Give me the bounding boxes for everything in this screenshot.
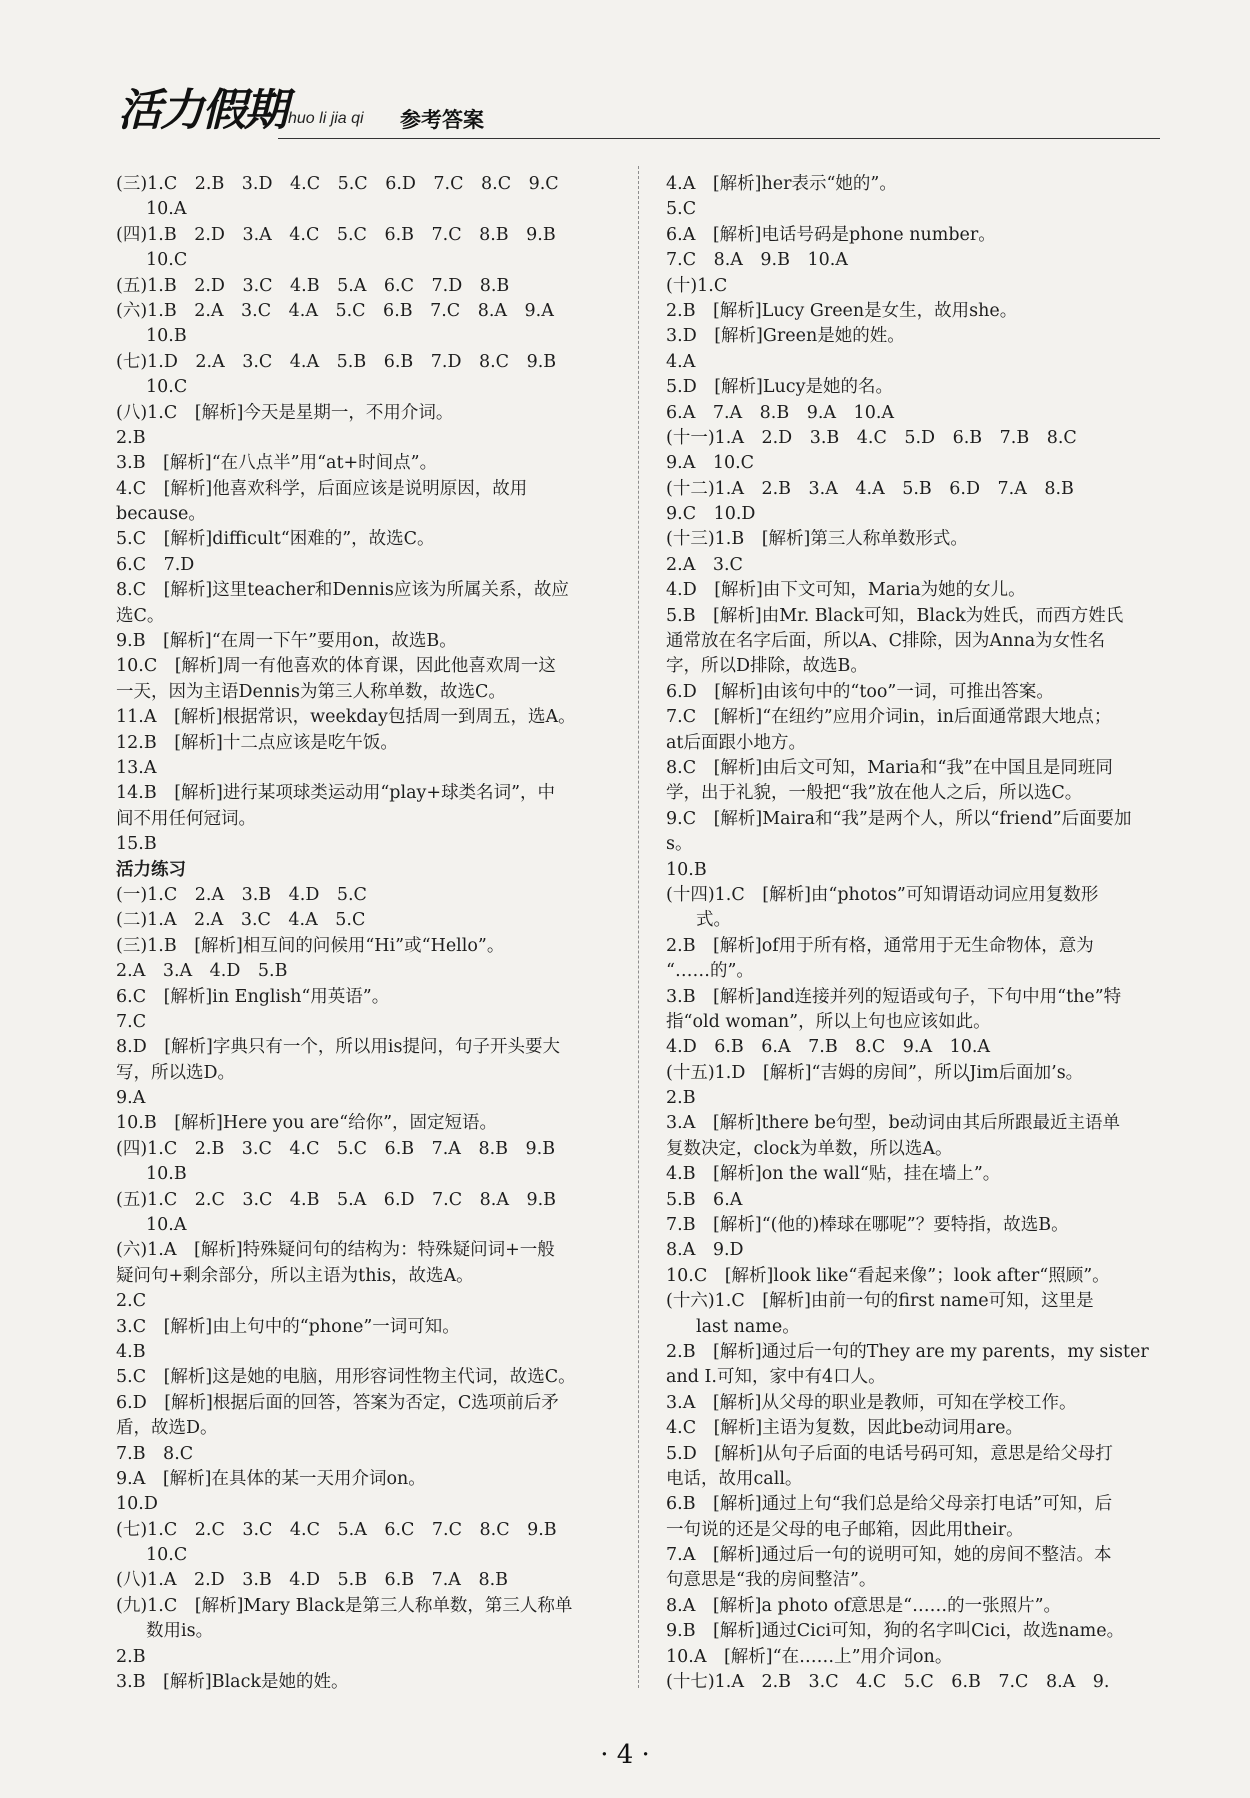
answer-line: (七)1.D 2.A 3.C 4.A 5.B 6.B 7.D 8.C 9.B	[116, 351, 557, 372]
answer-line: 选C。	[116, 605, 165, 626]
answer-line: 5.C [解析]这是她的电脑，用形容词性物主代词，故选C。	[116, 1367, 576, 1388]
answer-line: 5.C [解析]difficult“困难的”，故选C。	[116, 529, 435, 550]
answer-line: 间不用任何冠词。	[116, 808, 256, 829]
answer-line: 5.D [解析]从句子后面的电话号码可知，意思是给父母打	[666, 1443, 1113, 1464]
answer-line: 10.C [解析]look like“看起来像”；look after“照顾”。	[666, 1265, 1110, 1286]
answer-line: 10.C [解析]周一有他喜欢的体育课，因此他喜欢周一这	[116, 656, 556, 677]
answer-line: 6.D [解析]由该句中的“too”一词，可推出答案。	[666, 681, 1054, 702]
answer-line: 10.B	[146, 326, 187, 347]
answer-line: (十五)1.D [解析]“吉姆的房间”，所以Jim后面加’s。	[666, 1062, 1084, 1083]
answer-line: (六)1.B 2.A 3.C 4.A 5.C 6.B 7.C 8.A 9.A	[116, 300, 554, 321]
section-heading: 活力练习	[116, 859, 186, 880]
answer-line: 电话，故用call。	[666, 1468, 803, 1489]
answer-line: (六)1.A [解析]特殊疑问句的结构为：特殊疑问词+一般	[116, 1240, 555, 1261]
answer-line: 6.B [解析]通过上句“我们总是给父母亲打电话”可知，后	[666, 1494, 1113, 1515]
answer-line: 6.A 7.A 8.B 9.A 10.A	[666, 402, 895, 423]
brand-logo: 活力假期	[118, 85, 286, 136]
answer-line: 7.B 8.C	[116, 1443, 194, 1464]
answer-line: 学，出于礼貌，一般把“我”放在他人之后，所以选C。	[666, 783, 1083, 804]
answer-line: (十七)1.A 2.B 3.C 4.C 5.C 6.B 7.C 8.A 9.	[666, 1672, 1110, 1693]
answer-line: “……的”。	[666, 961, 754, 982]
answer-line: 4.B [解析]on the wall“贴，挂在墙上”。	[666, 1164, 1001, 1185]
answer-line: 疑问句+剩余部分，所以主语为this，故选A。	[116, 1265, 474, 1286]
answer-line: (四)1.B 2.D 3.A 4.C 5.C 6.B 7.C 8.B 9.B	[116, 224, 556, 245]
answer-line: 10.A	[146, 199, 187, 220]
answer-line: 9.B [解析]“在周一下午”要用on，故选B。	[116, 631, 457, 652]
answer-line: 15.B	[116, 834, 157, 855]
answer-line: 3.B [解析]“在八点半”用“at+时间点”。	[116, 453, 438, 474]
right-column	[666, 172, 1174, 1695]
answer-line: 一天，因为主语Dennis为第三人称单数，故选C。	[116, 681, 506, 702]
answer-line: 2.A 3.A 4.D 5.B	[116, 961, 288, 982]
answer-line: 9.C 10.D	[666, 504, 756, 525]
answer-line: 3.D [解析]Green是她的姓。	[666, 326, 905, 347]
answer-line: 10.B [解析]Here you are“给你”，固定短语。	[116, 1113, 498, 1134]
answer-line: (十)1.C	[666, 275, 728, 296]
answer-line: 8.A 9.D	[666, 1240, 744, 1261]
left-column	[116, 172, 624, 1695]
answer-line: 10.D	[116, 1494, 158, 1515]
answer-line: 6.D [解析]根据后面的回答，答案为否定，C选项前后矛	[116, 1392, 559, 1413]
answer-line: (十三)1.B [解析]第三人称单数形式。	[666, 529, 968, 550]
answer-line: 6.A [解析]电话号码是phone number。	[666, 224, 996, 245]
answer-line: 10.B	[146, 1164, 187, 1185]
answer-line: 一句说的还是父母的电子邮箱，因此用their。	[666, 1519, 1024, 1540]
answer-line: 8.D [解析]字典只有一个，所以用is提问，句子开头要大	[116, 1037, 560, 1058]
answer-line: 13.A	[116, 757, 157, 778]
answer-line: 3.C [解析]由上句中的“phone”一词可知。	[116, 1316, 460, 1337]
answer-line: (五)1.C 2.C 3.C 4.B 5.A 6.D 7.C 8.A 9.B	[116, 1189, 557, 1210]
answer-line: 7.C 8.A 9.B 10.A	[666, 250, 848, 271]
answer-line: 2.C	[116, 1291, 147, 1312]
header-rule	[278, 138, 1160, 139]
answer-line: 7.C [解析]“在纽约”应用介词in，in后面通常跟大地点；	[666, 707, 1112, 728]
answer-line: 式。	[696, 910, 731, 931]
answer-line: 3.B [解析]Black是她的姓。	[116, 1672, 349, 1693]
answer-line: 9.A [解析]在具体的某一天用介词on。	[116, 1468, 426, 1489]
answer-line: (二)1.A 2.A 3.C 4.A 5.C	[116, 910, 366, 931]
answer-line: (四)1.C 2.B 3.C 4.C 5.C 6.B 7.A 8.B 9.B	[116, 1138, 556, 1159]
answer-line: 2.B	[116, 427, 146, 448]
answer-line: 9.A 10.C	[666, 453, 755, 474]
answer-line: 5.D [解析]Lucy是她的名。	[666, 377, 893, 398]
answer-line: 5.B 6.A	[666, 1189, 743, 1210]
answer-line: (一)1.C 2.A 3.B 4.D 5.C	[116, 884, 367, 905]
answer-line: 3.A [解析]there be句型，be动词由其后所跟最近主语单	[666, 1113, 1121, 1134]
answer-line: 8.C [解析]这里teacher和Dennis应该为所属关系，故应	[116, 580, 569, 601]
answer-line: last name。	[696, 1316, 800, 1337]
answer-line: 10.B	[666, 859, 707, 880]
answer-line: 指“old woman”，所以上句也应该如此。	[666, 1011, 991, 1032]
answer-line: 4.D [解析]由下文可知，Maria为她的女儿。	[666, 580, 1026, 601]
answer-line: 2.B [解析]of用于所有格，通常用于无生命物体，意为	[666, 935, 1094, 956]
answer-line: 2.A 3.C	[666, 554, 743, 575]
answer-line: (十六)1.C [解析]由前一句的first name可知，这里是	[666, 1291, 1094, 1312]
answer-line: 2.B [解析]Lucy Green是女生，故用she。	[666, 300, 1018, 321]
answer-line: 10.A	[146, 1215, 187, 1236]
answer-line: 4.A [解析]her表示“她的”。	[666, 174, 897, 194]
answer-line: (十一)1.A 2.D 3.B 4.C 5.D 6.B 7.B 8.C	[666, 427, 1077, 448]
answer-line: 2.B	[666, 1088, 696, 1109]
answer-line: 7.A [解析]通过后一句的说明可知，她的房间不整洁。本	[666, 1545, 1112, 1566]
answer-line: and I.可知，家中有4口人。	[666, 1367, 886, 1388]
answer-line: 数用is。	[146, 1621, 214, 1642]
answer-line: 11.A [解析]根据常识，weekday包括周一到周五，选A。	[116, 707, 576, 728]
answer-line: (九)1.C [解析]Mary Black是第三人称单数，第三人称单	[116, 1595, 573, 1616]
answer-line: (五)1.B 2.D 3.C 4.B 5.A 6.C 7.D 8.B	[116, 275, 510, 296]
answer-line: 3.B [解析]and连接并列的短语或句子，下句中用“the”特	[666, 986, 1122, 1007]
answer-line: 10.A [解析]“在……上”用介词on。	[666, 1646, 953, 1667]
answer-line: because。	[116, 504, 206, 525]
answer-line: (十四)1.C [解析]由“photos”可知谓语动词应用复数形	[666, 884, 1099, 905]
answer-line: 12.B [解析]十二点应该是吃午饭。	[116, 732, 398, 753]
column-divider	[638, 166, 639, 1688]
answer-line: 6.C [解析]in English“用英语”。	[116, 986, 390, 1007]
answer-line: 5.B [解析]由Mr. Black可知，Black为姓氏，而西方姓氏	[666, 605, 1124, 626]
brand-pinyin: huo li jia qi	[288, 110, 364, 127]
answer-line: 7.B [解析]“(他的)棒球在哪呢”？要特指，故选B。	[666, 1215, 1069, 1236]
answer-line: 14.B [解析]进行某项球类运动用“play+球类名词”，中	[116, 783, 556, 804]
answer-line: 4.B	[116, 1341, 146, 1362]
answer-line: 2.B	[116, 1646, 146, 1667]
answer-line: (十二)1.A 2.B 3.A 4.A 5.B 6.D 7.A 8.B	[666, 478, 1074, 499]
page-header	[118, 86, 1160, 144]
answer-line: 4.C [解析]他喜欢科学，后面应该是说明原因，故用	[116, 478, 528, 499]
answer-line: 4.A	[666, 351, 696, 372]
answer-line: 8.C [解析]由后文可知，Maria和“我”在中国且是同班同	[666, 757, 1113, 778]
answer-line: 句意思是“我的房间整洁”。	[666, 1570, 877, 1591]
answer-line: 7.C	[116, 1011, 147, 1032]
answer-line: 10.C	[146, 377, 188, 398]
answer-line: (三)1.B [解析]相互间的问候用“Hi”或“Hello”。	[116, 935, 505, 956]
answer-line: 盾，故选D。	[116, 1418, 218, 1439]
answer-line: 3.A [解析]从父母的职业是教师，可知在学校工作。	[666, 1392, 1077, 1413]
answer-line: 4.D 6.B 6.A 7.B 8.C 9.A 10.A	[666, 1037, 991, 1058]
answer-line: (三)1.C 2.B 3.D 4.C 5.C 6.D 7.C 8.C 9.C	[116, 174, 559, 194]
answer-line: 10.C	[146, 1545, 188, 1566]
answer-line: 4.C [解析]主语为复数，因此be动词用are。	[666, 1418, 1023, 1439]
answer-line: 字，所以D排除，故选B。	[666, 656, 868, 677]
answer-line: 8.A [解析]a photo of意思是“……的一张照片”。	[666, 1595, 1062, 1616]
answer-line: 6.C 7.D	[116, 554, 195, 575]
answer-line: 写，所以选D。	[116, 1062, 236, 1083]
answer-line: (八)1.A 2.D 3.B 4.D 5.B 6.B 7.A 8.B	[116, 1570, 509, 1591]
page-number: · 4 ·	[600, 1740, 650, 1770]
answer-line: 通常放在名字后面，所以A、C排除，因为Anna为女性名	[666, 631, 1106, 652]
answer-line: 5.C	[666, 199, 697, 220]
answer-line: (七)1.C 2.C 3.C 4.C 5.A 6.C 7.C 8.C 9.B	[116, 1519, 557, 1540]
answer-line: 9.A	[116, 1088, 146, 1109]
answer-line: (八)1.C [解析]今天是星期一，不用介词。	[116, 402, 454, 423]
answer-line: 2.B [解析]通过后一句的They are my parents，my sister	[666, 1341, 1149, 1362]
answer-line: 9.C [解析]Maira和“我”是两个人，所以“friend”后面要加	[666, 808, 1132, 829]
answer-line: 10.C	[146, 250, 188, 271]
answer-line: 复数决定，clock为单数，所以选A。	[666, 1138, 953, 1159]
section-title: 参考答案	[400, 108, 484, 132]
answer-line: 9.B [解析]通过Cici可知，狗的名字叫Cici，故选name。	[666, 1621, 1125, 1642]
answer-line: at后面跟小地方。	[666, 732, 806, 753]
answer-line: s。	[666, 834, 693, 855]
